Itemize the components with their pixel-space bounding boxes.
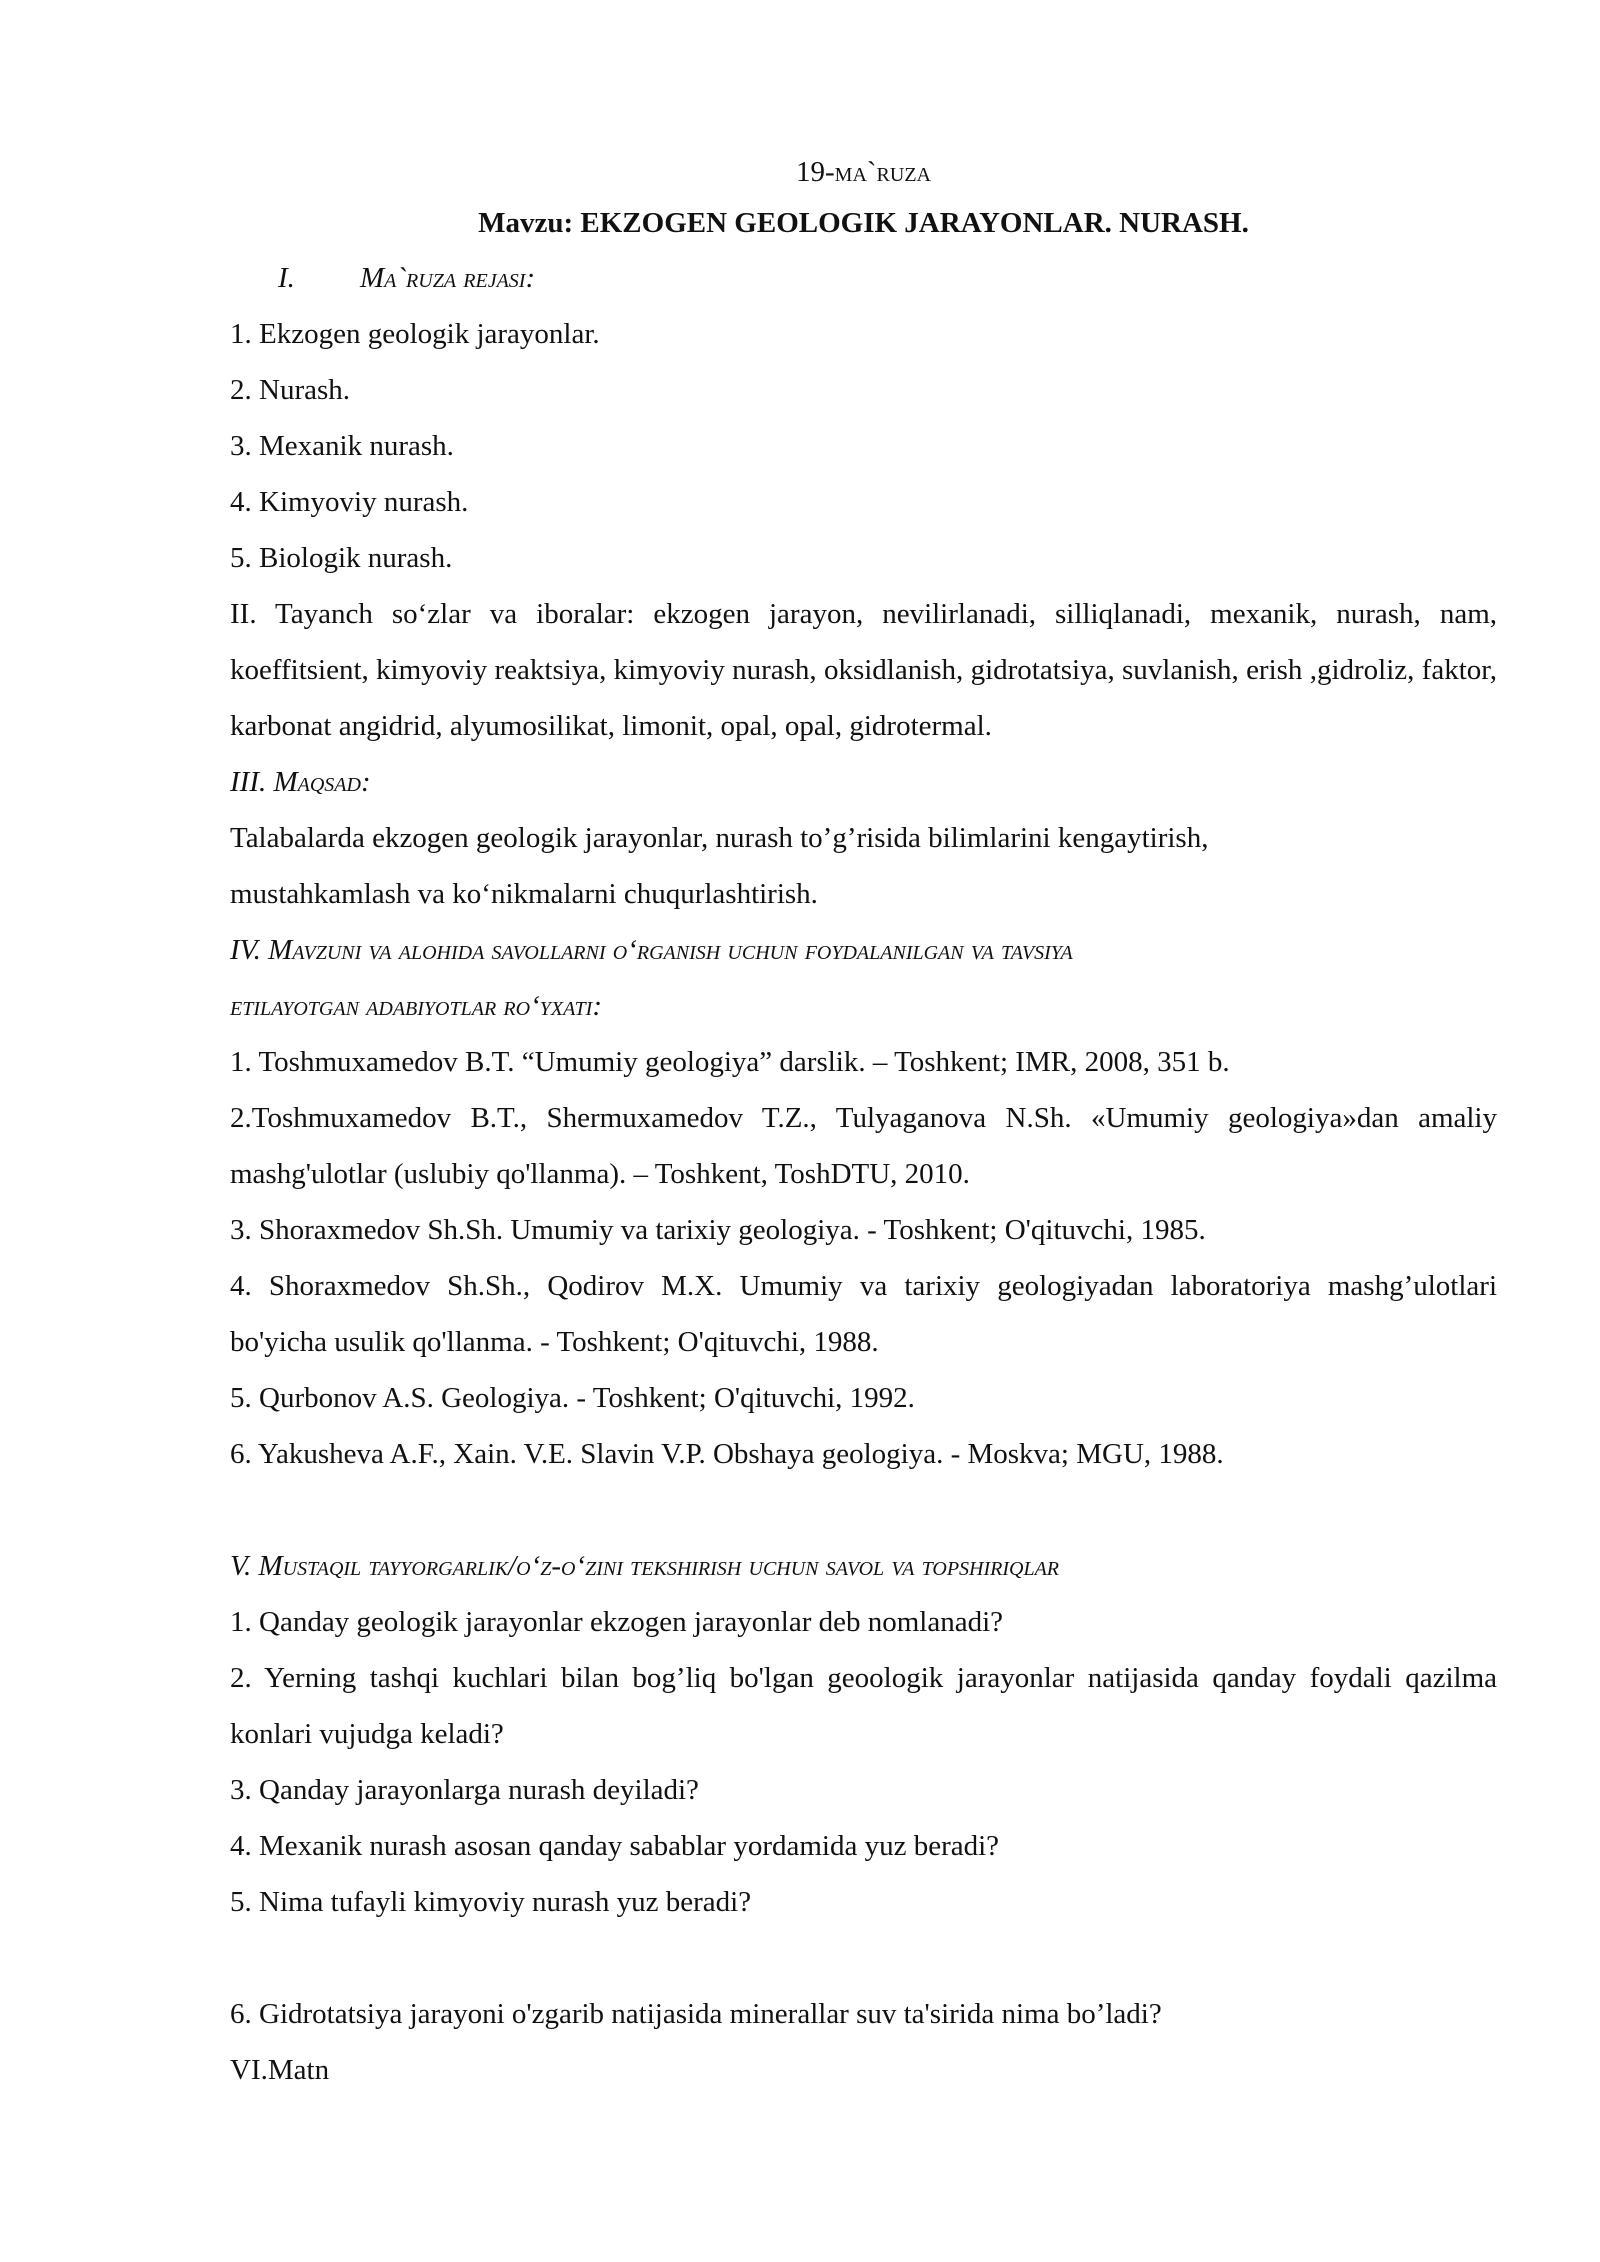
spacer	[230, 1482, 1497, 1538]
question-item: 6. Gidrotatsiya jarayoni o'zgarib natijasida minerallar suv ta'sirida nima bo’ladi?	[230, 1998, 1162, 2030]
lecture-number-word: ma`ruza	[834, 156, 931, 188]
plan-item: 5. Biologik nurash.	[230, 542, 453, 574]
literature-heading	[230, 922, 1497, 978]
goal-line: Talabalarda ekzogen geologik jarayonlar, nurash to’g’risida bilimlarini kengaytirish,	[230, 822, 1209, 854]
literature-item: 1. Toshmuxamedov B.T. “Umumiy geologiya” darslik. – Toshkent; IMR, 2008, 351 b.	[230, 1046, 1230, 1078]
questions-roman: V.	[230, 1550, 259, 1582]
literature-item: 5. Qurbonov A.S. Geologiya. - Toshkent; O'qituvchi, 1992.	[230, 1382, 915, 1414]
lecture-title: Mavzu: EKZOGEN GEOLOGIK JARAYONLAR. NURASH.	[478, 207, 1249, 239]
plan-roman: I.	[278, 262, 295, 294]
plan-item: 4. Kimyoviy nurash.	[230, 486, 469, 518]
literature-roman: IV.	[230, 934, 269, 966]
goal-heading	[230, 754, 1497, 810]
literature-item: 2.Toshmuxamedov B.T., Shermuxamedov T.Z., Tulyaganova N.Sh. «Umumiy geologiya»dan amaliy mashg'ulotlar (uslubiy qo'llanma). – Toshkent, ToshDTU, 2010.	[230, 1102, 1497, 1190]
literature-heading-line2: etilayotgan adabiyotlar ro‘yxati:	[230, 990, 602, 1022]
goal-roman: III.	[230, 766, 274, 798]
questions-heading-text: Mustaqil tayyorgarlik/o‘z-o‘zini tekshirish uchun savol va topshiriqlar	[258, 1550, 1060, 1582]
spacer	[230, 1930, 1497, 1986]
plan-item: 3. Mexanik nurash.	[230, 430, 454, 462]
question-item: 3. Qanday jarayonlarga nurash deyiladi?	[230, 1774, 699, 1806]
literature-item: 3. Shoraxmedov Sh.Sh. Umumiy va tarixiy geologiya. - Toshkent; O'qituvchi, 1985.	[230, 1214, 1206, 1246]
literature-item: 6. Yakusheva A.F., Xain. V.E. Slavin V.P. Obshaya geologiya. - Moskva; MGU, 1988.	[230, 1438, 1224, 1470]
question-item: 1. Qanday geologik jarayonlar ekzogen jarayonlar deb nomlanadi?	[230, 1606, 1004, 1638]
question-item: 5. Nima tufayli kimyoviy nurash yuz beradi?	[230, 1886, 752, 1918]
plan-item: 2. Nurash.	[230, 374, 351, 406]
goal-line: mustahkamlash va ko‘nikmalarni chuqurlashtirish.	[230, 878, 818, 910]
text-section-label: VI.Matn	[230, 2054, 330, 2086]
literature-item: 4. Shoraxmedov Sh.Sh., Qodirov M.X. Umumiy va tarixiy geologiyadan laboratoriya mashg’ulotlari bo'yicha usulik qo'llanma. - Toshkent; O'qituvchi, 1988.	[230, 1270, 1497, 1358]
plan-heading	[230, 250, 1497, 306]
plan-heading-text: Ma`ruza rejasi:	[360, 262, 536, 294]
question-item: 4. Mexanik nurash asosan qanday sabablar yordamida yuz beradi?	[230, 1830, 1000, 1862]
literature-heading-line1: Mavzuni va alohida savollarni o‘rganish uchun foydalanilgan va tavsiya	[268, 934, 1073, 966]
lecture-number	[230, 148, 1497, 196]
question-item: 2. Yerning tashqi kuchlari bilan bog’liq bo'lgan geoologik jarayonlar natijasida qanday foydali qazilma konlari vujudga keladi?	[230, 1662, 1497, 1750]
lecture-number-digits: 19-	[796, 156, 835, 188]
questions-heading	[230, 1538, 1497, 1594]
goal-heading-text: Maqsad:	[273, 766, 371, 798]
keywords-paragraph: II. Tayanch so‘zlar va iboralar: ekzogen jarayon, nevilirlanadi, silliqlanadi, mexanik, nurash, nam, koeffitsient, kimyoviy reaktsiya, kimyoviy nurash, oksidlanish, gidrotatsiya, suvlanish, erish ,gidroliz, faktor, karbonat angidrid, alyumosilikat, limonit, opal, opal, gidrotermal.	[230, 598, 1497, 742]
plan-item: 1. Ekzogen geologik jarayonlar.	[230, 318, 600, 350]
